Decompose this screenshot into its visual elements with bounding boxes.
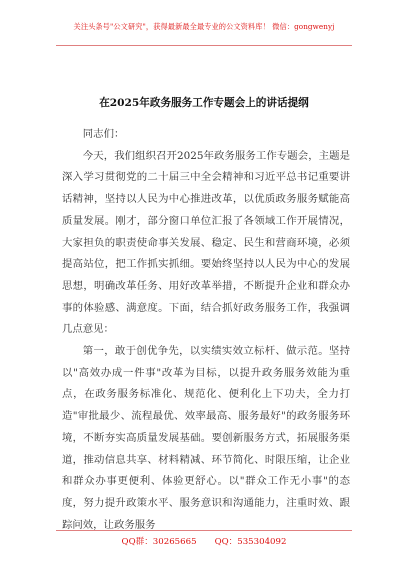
- paragraph-first-point: 第一，敢于创优争先，以实绩实效立标杆、做示范。坚持以"高效办成一件事"改革为目标，以提升政务服务效能为重点，在政务服务标准化、规范化、便利化上下功夫，全力打造"审批最少、流程最优、效率最高、服务最好"的政务服务环境，不断夯实高质量发展基础。要创新服务方式，拓展服务渠道，推动信息共享、材料精减、环节简化、时限压缩，让企业和群众办事更便利、体验更舒心。以"群众工作无小事"的态度，努力提升政策水平、服务意识和沟通能力，注重时效、跟踪问效，让政务服务: [62, 345, 350, 531]
- document-body: [62, 124, 350, 536]
- footer-contact: [0, 535, 408, 547]
- footer-qq: QQ：535304092: [214, 537, 287, 547]
- salutation: 同志们：: [82, 128, 125, 140]
- header-divider: [56, 45, 352, 46]
- footer-divider: [56, 530, 352, 531]
- document-title: 在2025年政务服务工作专题会上的讲话提纲: [99, 97, 309, 109]
- header-banner: 关注头条号"公文研究"，获得最新最全最专业的公文资料库！ 微信：gongwenyj: [73, 22, 335, 31]
- footer-qq-group: QQ群：30265665: [121, 537, 197, 547]
- paragraph-intro: 今天，我们组织召开2025年政务服务工作专题会，主题是深入学习贯彻党的二十届三中全会精神和习近平总书记重要讲话精神，坚持以人民为中心推进改革，以优质政务服务赋能高质量发展。刚才，部分窗口单位汇报了各领域工作开展情况，大家担负的职责使命事关发展、稳定、民生和营商环境，必须提高站位，把工作抓实抓细。要始终坚持以人民为中心的发展思想，明确改革任务、用好改革举措，不断提升企业和群众办事的体验感、满意度。下面，结合抓好政务服务工作，我强调几点意见：: [62, 149, 350, 336]
